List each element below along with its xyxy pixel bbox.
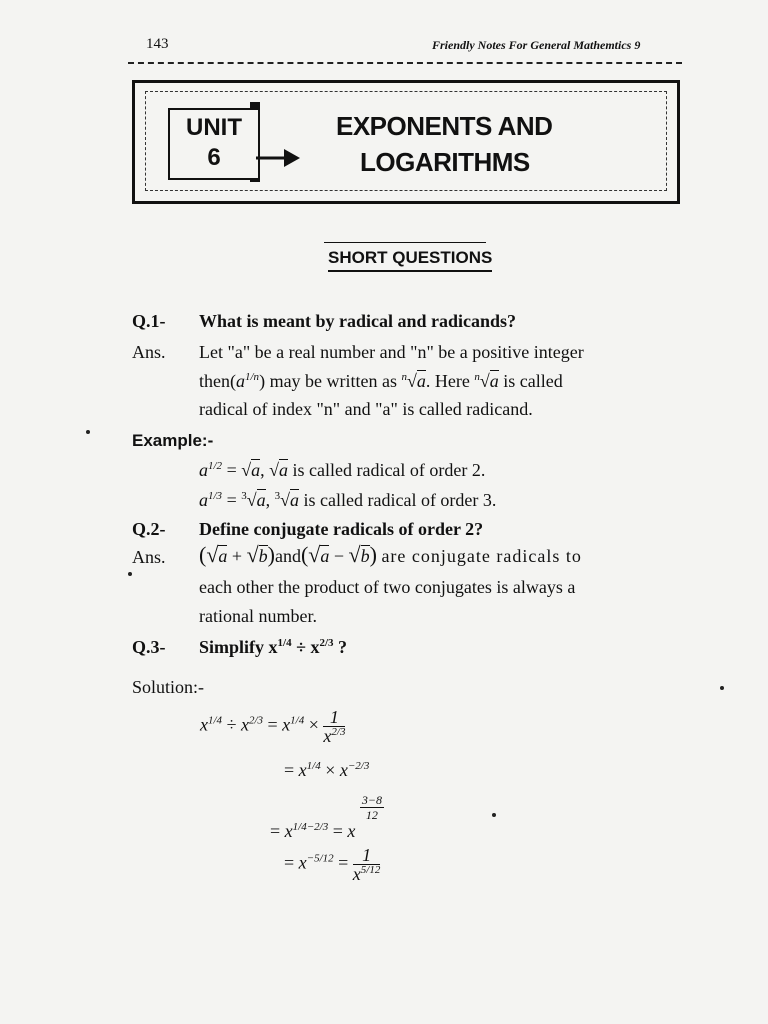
- formula-a-power: $(a^{1/n})$: [230, 371, 266, 391]
- scan-speck: [128, 572, 132, 576]
- q2-answer-line2: each other the product of two conjugates is always a: [199, 577, 576, 597]
- q3-simplify: Simplify: [199, 637, 265, 657]
- q1-label: Q.1-: [132, 311, 166, 331]
- q2-line1-tail: are conjugate radicals to: [381, 546, 582, 566]
- solution-step-2: = $x^{1/4} \times x^{-2/3}$: [284, 760, 370, 780]
- formula-conjugate-sum: (√a + √b): [199, 542, 275, 567]
- solution-step-1: $x^{1/4} \div x^{2/3} = x^{1/4}$ × $\frac{1}{x^{2/3}}$: [200, 707, 346, 746]
- q2-answer-line1: [199, 544, 582, 567]
- chapter-title-line2: LOGARITHMS: [360, 147, 530, 177]
- example-2: [199, 489, 496, 511]
- section-heading-overline: [324, 242, 486, 243]
- arrow-right-icon: [256, 146, 302, 170]
- formula-q3: $x^{1/4} \div x^{2/3}$ ?: [268, 637, 348, 657]
- fraction-1-over-x512: $\frac{1}{x^{5/12}}$: [352, 845, 381, 884]
- q1-question: What is meant by radical and radicands?: [199, 311, 517, 331]
- solution-label: Solution:-: [132, 677, 205, 697]
- q2-and: and: [274, 546, 301, 566]
- scan-speck: [720, 686, 724, 690]
- solution-step-3: = $x^{1/4-2/3} = x$ $\frac{3-8}{12}$: [270, 793, 382, 841]
- exponent-fraction: $\frac{3-8}{12}$: [361, 793, 382, 822]
- fraction-1-over-x23: $\frac{1}{x^{2/3}}$: [323, 707, 346, 746]
- header-divider: [128, 62, 682, 64]
- formula-example-2: $a^{1/3} = ^3√a$, $^3$√a: [199, 490, 299, 510]
- unit-label: UNIT: [186, 114, 242, 141]
- example-1-text: is called radical of order 2.: [292, 460, 486, 480]
- chapter-title: [336, 108, 552, 180]
- page-number: 143: [146, 36, 169, 52]
- q2-answer-line3: rational number.: [199, 606, 317, 626]
- q1-answer-label: Ans.: [132, 342, 166, 362]
- q2-label: Q.2-: [132, 519, 166, 539]
- solution-step-4: = $x^{-5/12}$ = $\frac{1}{x^{5/12}}$: [284, 845, 381, 884]
- q1-answer-line1: Let "a" be a real number and "n" be a positive integer: [199, 342, 584, 362]
- q1-here: . Here: [425, 371, 470, 391]
- example-2-text: is called radical of order 3.: [303, 490, 497, 510]
- unit-number: 6: [207, 144, 221, 171]
- formula-nth-root-a: $^n$√a: [401, 371, 426, 391]
- chapter-title-line1: EXPONENTS AND: [336, 111, 553, 141]
- formula-nth-root-a-2: $^n$√a: [474, 371, 499, 391]
- q3-question: [199, 636, 347, 658]
- example-1: [199, 459, 485, 481]
- q1-may-be-written: may be written as: [269, 371, 398, 391]
- q3-label: Q.3-: [132, 637, 166, 657]
- q2-question: Define conjugate radicals of order 2?: [199, 519, 484, 539]
- example-label: Example:-: [132, 431, 214, 450]
- unit-badge: [168, 108, 260, 180]
- q1-answer-line3: radical of index "n" and "a" is called radicand.: [199, 399, 533, 419]
- section-heading: SHORT QUESTIONS: [328, 248, 492, 272]
- scan-speck: [492, 813, 496, 817]
- q2-answer-label: Ans.: [132, 547, 166, 567]
- q1-answer-line2: [199, 370, 563, 392]
- q1-then: then: [199, 371, 230, 391]
- q1-is-called: is called: [503, 371, 563, 391]
- scan-speck: [86, 430, 90, 434]
- formula-example-1: $a^{1/2} = √a$, √a: [199, 460, 288, 480]
- running-head: Friendly Notes For General Mathemtics 9: [432, 38, 641, 52]
- formula-conjugate-difference: (√a − √b): [300, 542, 377, 567]
